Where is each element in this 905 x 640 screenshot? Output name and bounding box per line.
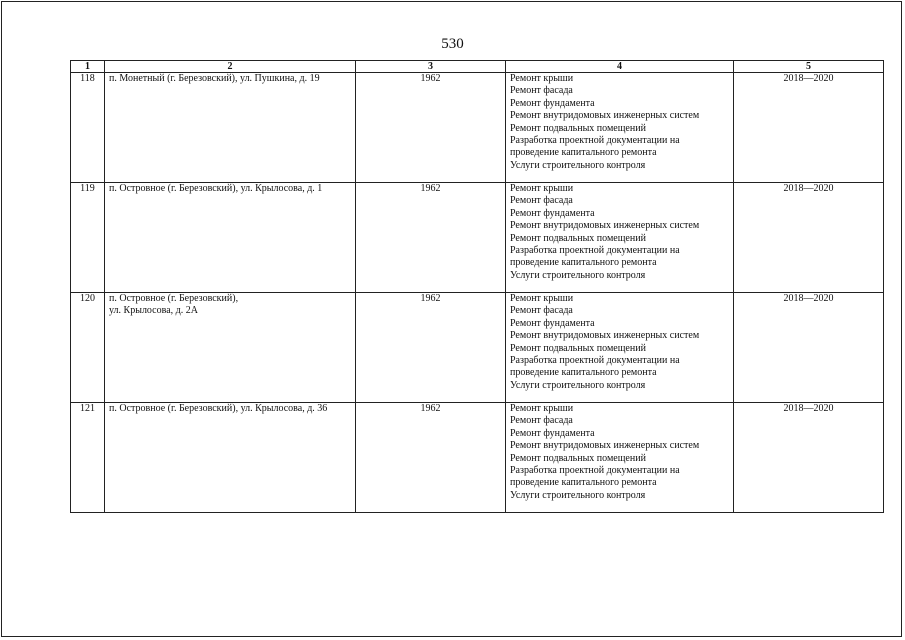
column-header: 1 bbox=[71, 61, 105, 73]
row-number: 121 bbox=[71, 403, 105, 513]
address-line: п. Островное (г. Березовский), ул. Крылосова, д. 1 bbox=[109, 183, 323, 194]
table-row bbox=[71, 403, 884, 513]
work-item: Ремонт крыши bbox=[510, 293, 574, 304]
column-header: 4 bbox=[506, 61, 734, 73]
build-year: 1962 bbox=[356, 73, 506, 183]
address-line: п. Островное (г. Березовский), bbox=[109, 293, 239, 304]
table-row bbox=[71, 73, 884, 183]
address-cell bbox=[105, 183, 356, 293]
work-item: Ремонт фундамента bbox=[510, 97, 595, 109]
work-item: Ремонт крыши bbox=[510, 73, 574, 84]
work-item: Ремонт подвальных помещений bbox=[510, 342, 646, 354]
work-item: Услуги строительного контроля bbox=[510, 269, 646, 281]
work-item: Ремонт фасада bbox=[510, 415, 573, 427]
table-header-row bbox=[71, 61, 884, 73]
repair-period: 2018—2020 bbox=[734, 403, 884, 513]
work-item: Услуги строительного контроля bbox=[510, 379, 646, 391]
build-year: 1962 bbox=[356, 293, 506, 403]
work-item: Ремонт внутридомовых инженерных систем bbox=[510, 330, 700, 342]
work-item: Ремонт крыши bbox=[510, 183, 574, 194]
row-number: 119 bbox=[71, 183, 105, 293]
works-cell bbox=[506, 403, 734, 513]
row-number: 118 bbox=[71, 73, 105, 183]
work-item: Услуги строительного контроля bbox=[510, 489, 646, 501]
work-item: Ремонт фундамента bbox=[510, 317, 595, 329]
works-cell bbox=[506, 183, 734, 293]
table-row bbox=[71, 183, 884, 293]
work-item: Ремонт фундамента bbox=[510, 207, 595, 219]
work-item: Ремонт подвальных помещений bbox=[510, 122, 646, 134]
address-cell bbox=[105, 293, 356, 403]
address-line: п. Островное (г. Березовский), ул. Крылосова, д. 36 bbox=[109, 403, 328, 414]
works-cell bbox=[506, 73, 734, 183]
column-header: 3 bbox=[356, 61, 506, 73]
page-number: 530 bbox=[441, 36, 464, 52]
work-item: Ремонт крыши bbox=[510, 403, 574, 414]
work-item: Ремонт внутридомовых инженерных систем bbox=[510, 440, 700, 452]
build-year: 1962 bbox=[356, 403, 506, 513]
work-item: Ремонт фасада bbox=[510, 305, 573, 317]
repair-period: 2018—2020 bbox=[734, 183, 884, 293]
work-item: Разработка проектной документации на проведение капитального ремонта bbox=[510, 245, 680, 269]
work-item: Ремонт подвальных помещений bbox=[510, 452, 646, 464]
work-item: Ремонт внутридомовых инженерных систем bbox=[510, 110, 700, 122]
work-item: Разработка проектной документации на проведение капитального ремонта bbox=[510, 465, 680, 489]
repair-period: 2018—2020 bbox=[734, 73, 884, 183]
column-header: 2 bbox=[105, 61, 356, 73]
address-line: ул. Крылосова, д. 2А bbox=[109, 305, 198, 317]
work-item: Разработка проектной документации на проведение капитального ремонта bbox=[510, 135, 680, 159]
work-item: Ремонт фасада bbox=[510, 85, 573, 97]
work-item: Ремонт фундамента bbox=[510, 427, 595, 439]
column-header: 5 bbox=[734, 61, 884, 73]
work-item: Ремонт фасада bbox=[510, 195, 573, 207]
work-item: Разработка проектной документации на проведение капитального ремонта bbox=[510, 355, 680, 379]
repair-period: 2018—2020 bbox=[734, 293, 884, 403]
row-number: 120 bbox=[71, 293, 105, 403]
address-line: п. Монетный (г. Березовский), ул. Пушкина, д. 19 bbox=[109, 73, 320, 84]
work-item: Ремонт внутридомовых инженерных систем bbox=[510, 220, 700, 232]
table-row bbox=[71, 293, 884, 403]
address-cell bbox=[105, 403, 356, 513]
build-year: 1962 bbox=[356, 183, 506, 293]
works-cell bbox=[506, 293, 734, 403]
repair-program-table bbox=[70, 60, 884, 513]
work-item: Ремонт подвальных помещений bbox=[510, 232, 646, 244]
address-cell bbox=[105, 73, 356, 183]
work-item: Услуги строительного контроля bbox=[510, 159, 646, 171]
